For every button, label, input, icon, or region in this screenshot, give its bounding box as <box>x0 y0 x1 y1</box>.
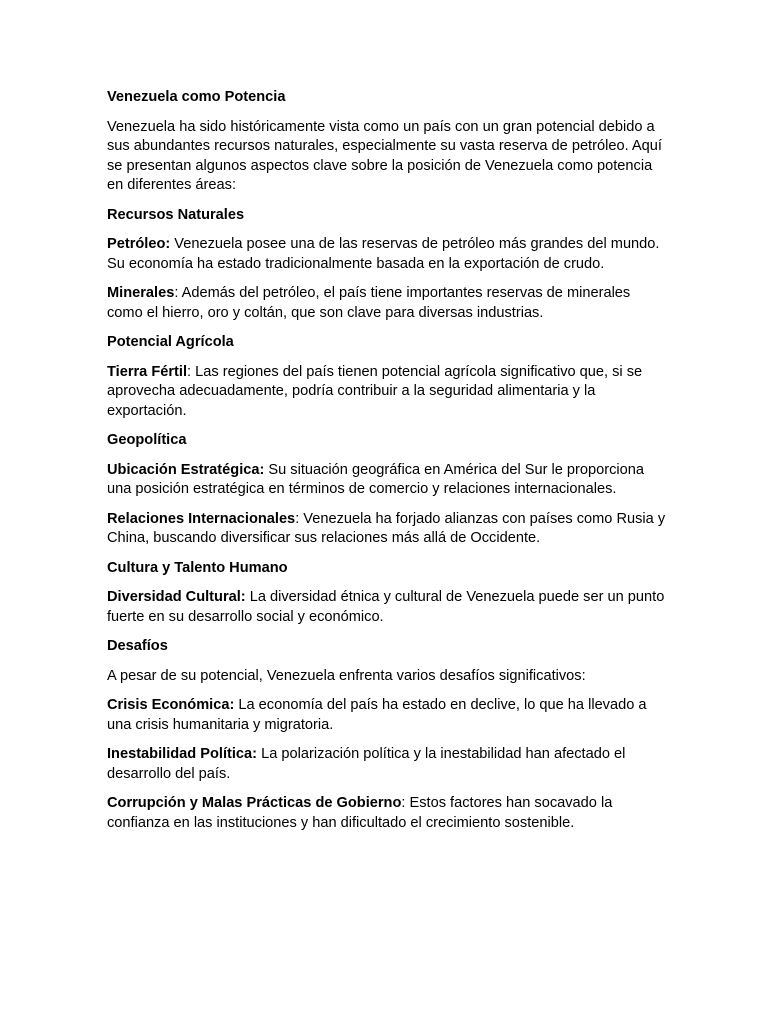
text-relaciones: : Venezuela ha forjado alianzas con países como Rusia y China, buscando diversificar sus relaciones más allá de Occidente. <box>107 510 666 546</box>
section-heading-cultura: Cultura y Talento Humano <box>107 559 288 576</box>
paragraph-diversidad <box>107 588 667 627</box>
document-title: Venezuela como Potencia <box>107 89 286 105</box>
section-heading-geopolitica: Geopolítica <box>107 432 187 448</box>
text-petroleo: Venezuela posee una de las reservas de petróleo más grandes del mundo. Su economía ha estado tradicionalmente basada en la exportación de crudo. <box>107 236 660 272</box>
text-crisis: La economía del país ha estado en declive, lo que ha llevado a una crisis humanitaria y migratoria. <box>107 697 647 733</box>
section-heading-agricola: Potencial Agrícola <box>107 334 234 350</box>
term-ubicacion: Ubicación Estratégica: <box>107 461 265 478</box>
text-minerales: : Además del petróleo, el país tiene importantes reservas de minerales como el hierro, oro y coltán, que son clave para diversas industrias. <box>107 285 631 321</box>
document-page <box>107 88 667 843</box>
paragraph-relaciones <box>107 510 667 549</box>
paragraph-desafios-lead: A pesar de su potencial, Venezuela enfrenta varios desafíos significativos: <box>107 667 586 684</box>
intro-paragraph: Venezuela ha sido históricamente vista como un país con un gran potencial debido a sus abundantes recursos naturales, especialmente su vasta reserva de petróleo. Aquí se presentan algunos aspectos clave sobre la posición de Venezuela como potencia en diferentes áreas: <box>107 118 662 193</box>
text-tierra-fertil: : Las regiones del país tienen potencial agrícola significativo que, si se aprovecha adecuadamente, podría contribuir a la seguridad alimentaria y la exportación. <box>107 363 643 419</box>
term-petroleo: Petróleo: <box>107 236 171 252</box>
paragraph-petroleo <box>107 235 667 274</box>
paragraph-minerales <box>107 284 667 323</box>
text-diversidad: La diversidad étnica y cultural de Venezuela puede ser un punto fuerte en su desarrollo social y económico. <box>107 589 665 625</box>
term-inestabilidad: Inestabilidad Política: <box>107 746 258 762</box>
term-diversidad: Diversidad Cultural: <box>107 589 246 605</box>
section-heading-desafios: Desafíos <box>107 638 168 654</box>
term-corrupcion: Corrupción y Malas Prácticas de Gobierno <box>107 795 402 811</box>
section-heading-recursos: Recursos Naturales <box>107 206 245 223</box>
paragraph-corrupcion <box>107 794 667 833</box>
paragraph-crisis <box>107 696 667 735</box>
term-crisis: Crisis Económica: <box>107 697 235 713</box>
text-inestabilidad: La polarización política y la inestabilidad han afectado el desarrollo del país. <box>107 746 626 782</box>
paragraph-inestabilidad <box>107 745 667 784</box>
term-relaciones: Relaciones Internacionales <box>107 510 296 527</box>
text-ubicacion: Su situación geográfica en América del Sur le proporciona una posición estratégica en términos de comercio y relaciones internacionales. <box>107 461 645 497</box>
term-minerales: Minerales <box>107 285 175 301</box>
paragraph-tierra-fertil <box>107 363 667 422</box>
text-corrupcion: : Estos factores han socavado la confianza en las instituciones y han dificultado el crecimiento sostenible. <box>107 795 613 831</box>
paragraph-ubicacion <box>107 461 667 500</box>
term-tierra-fertil: Tierra Fértil <box>107 363 188 380</box>
